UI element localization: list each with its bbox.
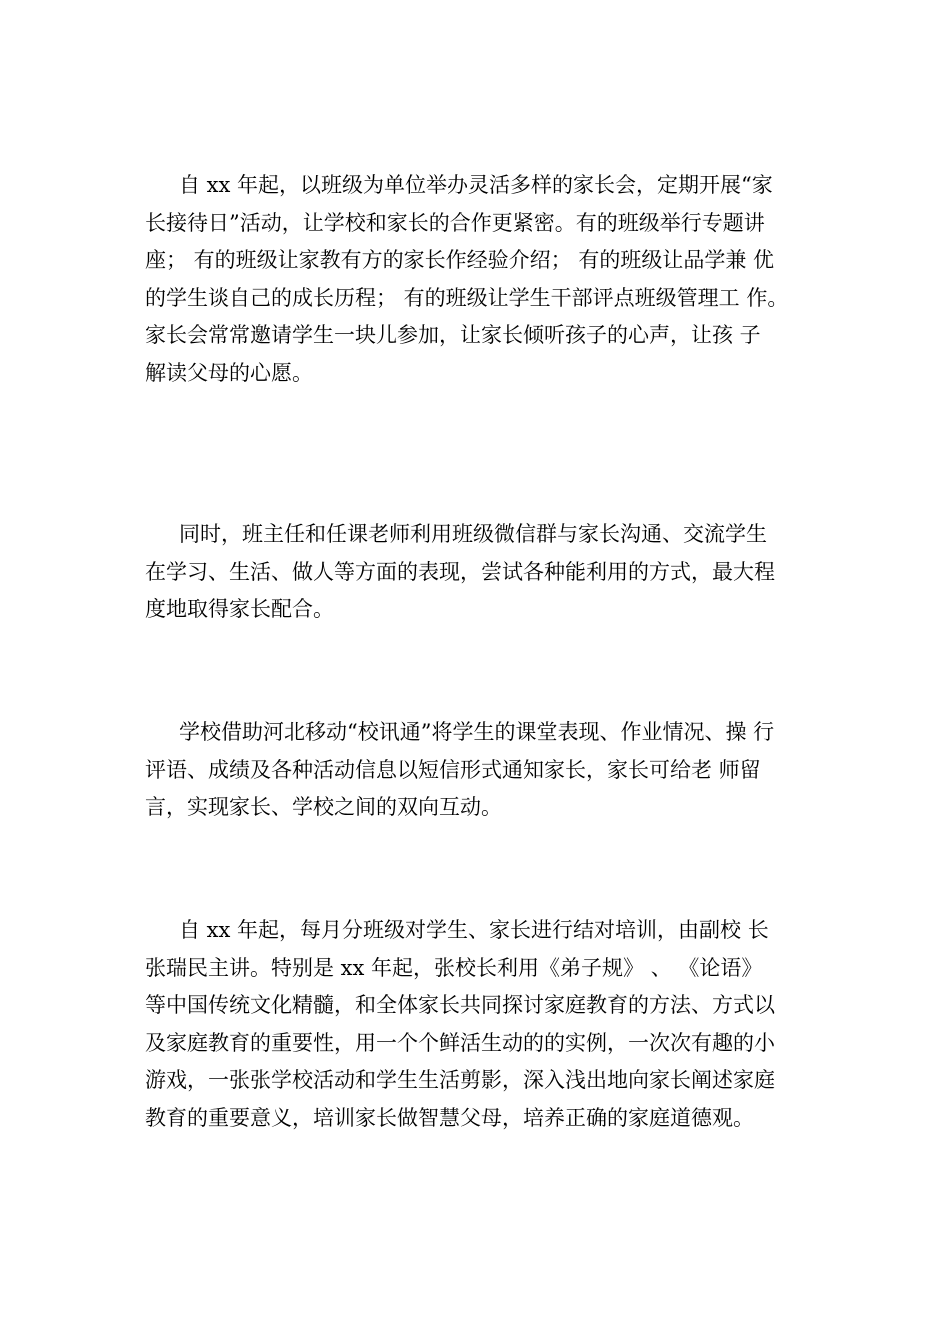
paragraph-line: 张瑞民主讲。特别是 xx 年起，张校长利用《弟子规》 、 《论语》: [145, 955, 763, 980]
paragraph-line: 度地取得家长配合。: [145, 597, 334, 621]
paragraph-line: 及家庭教育的重要性，用一个个鲜活生动的的实例，一次次有趣的小: [145, 1030, 775, 1055]
paragraph-parent-training: [145, 912, 825, 1137]
paragraph-line: 同时，班主任和任课老师利用班级微信群与家长沟通、交流学生: [179, 522, 767, 546]
paragraph-line: 自 xx 年起，以班级为单位举办灵活多样的家长会，定期开展“家: [179, 173, 773, 197]
paragraph-line: 等中国传统文化精髓，和全体家长共同探讨家庭教育的方法、方式以: [145, 993, 775, 1017]
paragraph-wechat-group: [145, 516, 825, 629]
paragraph-line: 言，实现家长、学校之间的双向互动。: [145, 795, 502, 819]
paragraph-line: 在学习、生活、做人等方面的表现，尝试各种能利用的方式，最大程: [145, 559, 775, 584]
paragraph-line: 的学生谈自己的成长历程； 有的班级让学生干部评点班级管理工 作。: [145, 285, 789, 310]
paragraph-school-messaging: [145, 714, 825, 827]
paragraph-line: 家长会常常邀请学生一块儿参加，让家长倾听孩子的心声，让孩 子: [145, 323, 761, 347]
paragraph-line: 教育的重要意义，培训家长做智慧父母，培养正确的家庭道德观。: [145, 1105, 754, 1130]
paragraph-line: 座； 有的班级让家教有方的家长作经验介绍； 有的班级让品学兼 优: [145, 248, 775, 272]
paragraph-line: 游戏，一张张学校活动和学生生活剪影，深入浅出地向家长阐述家庭: [145, 1068, 775, 1092]
paragraph-line: 学校借助河北移动“校讯通”将学生的课堂表现、作业情况、操 行: [179, 720, 775, 744]
paragraph-parent-meetings: [145, 167, 825, 392]
paragraph-line: 解读父母的心愿。: [145, 360, 313, 385]
paragraph-line: 评语、成绩及各种活动信息以短信形式通知家长，家长可给老 师留: [145, 757, 761, 782]
paragraph-line: 长接待日”活动，让学校和家长的合作更紧密。有的班级举行专题讲: [145, 210, 765, 235]
paragraph-line: 自 xx 年起，每月分班级对学生、家长进行结对培训，由副校 长: [179, 918, 769, 942]
